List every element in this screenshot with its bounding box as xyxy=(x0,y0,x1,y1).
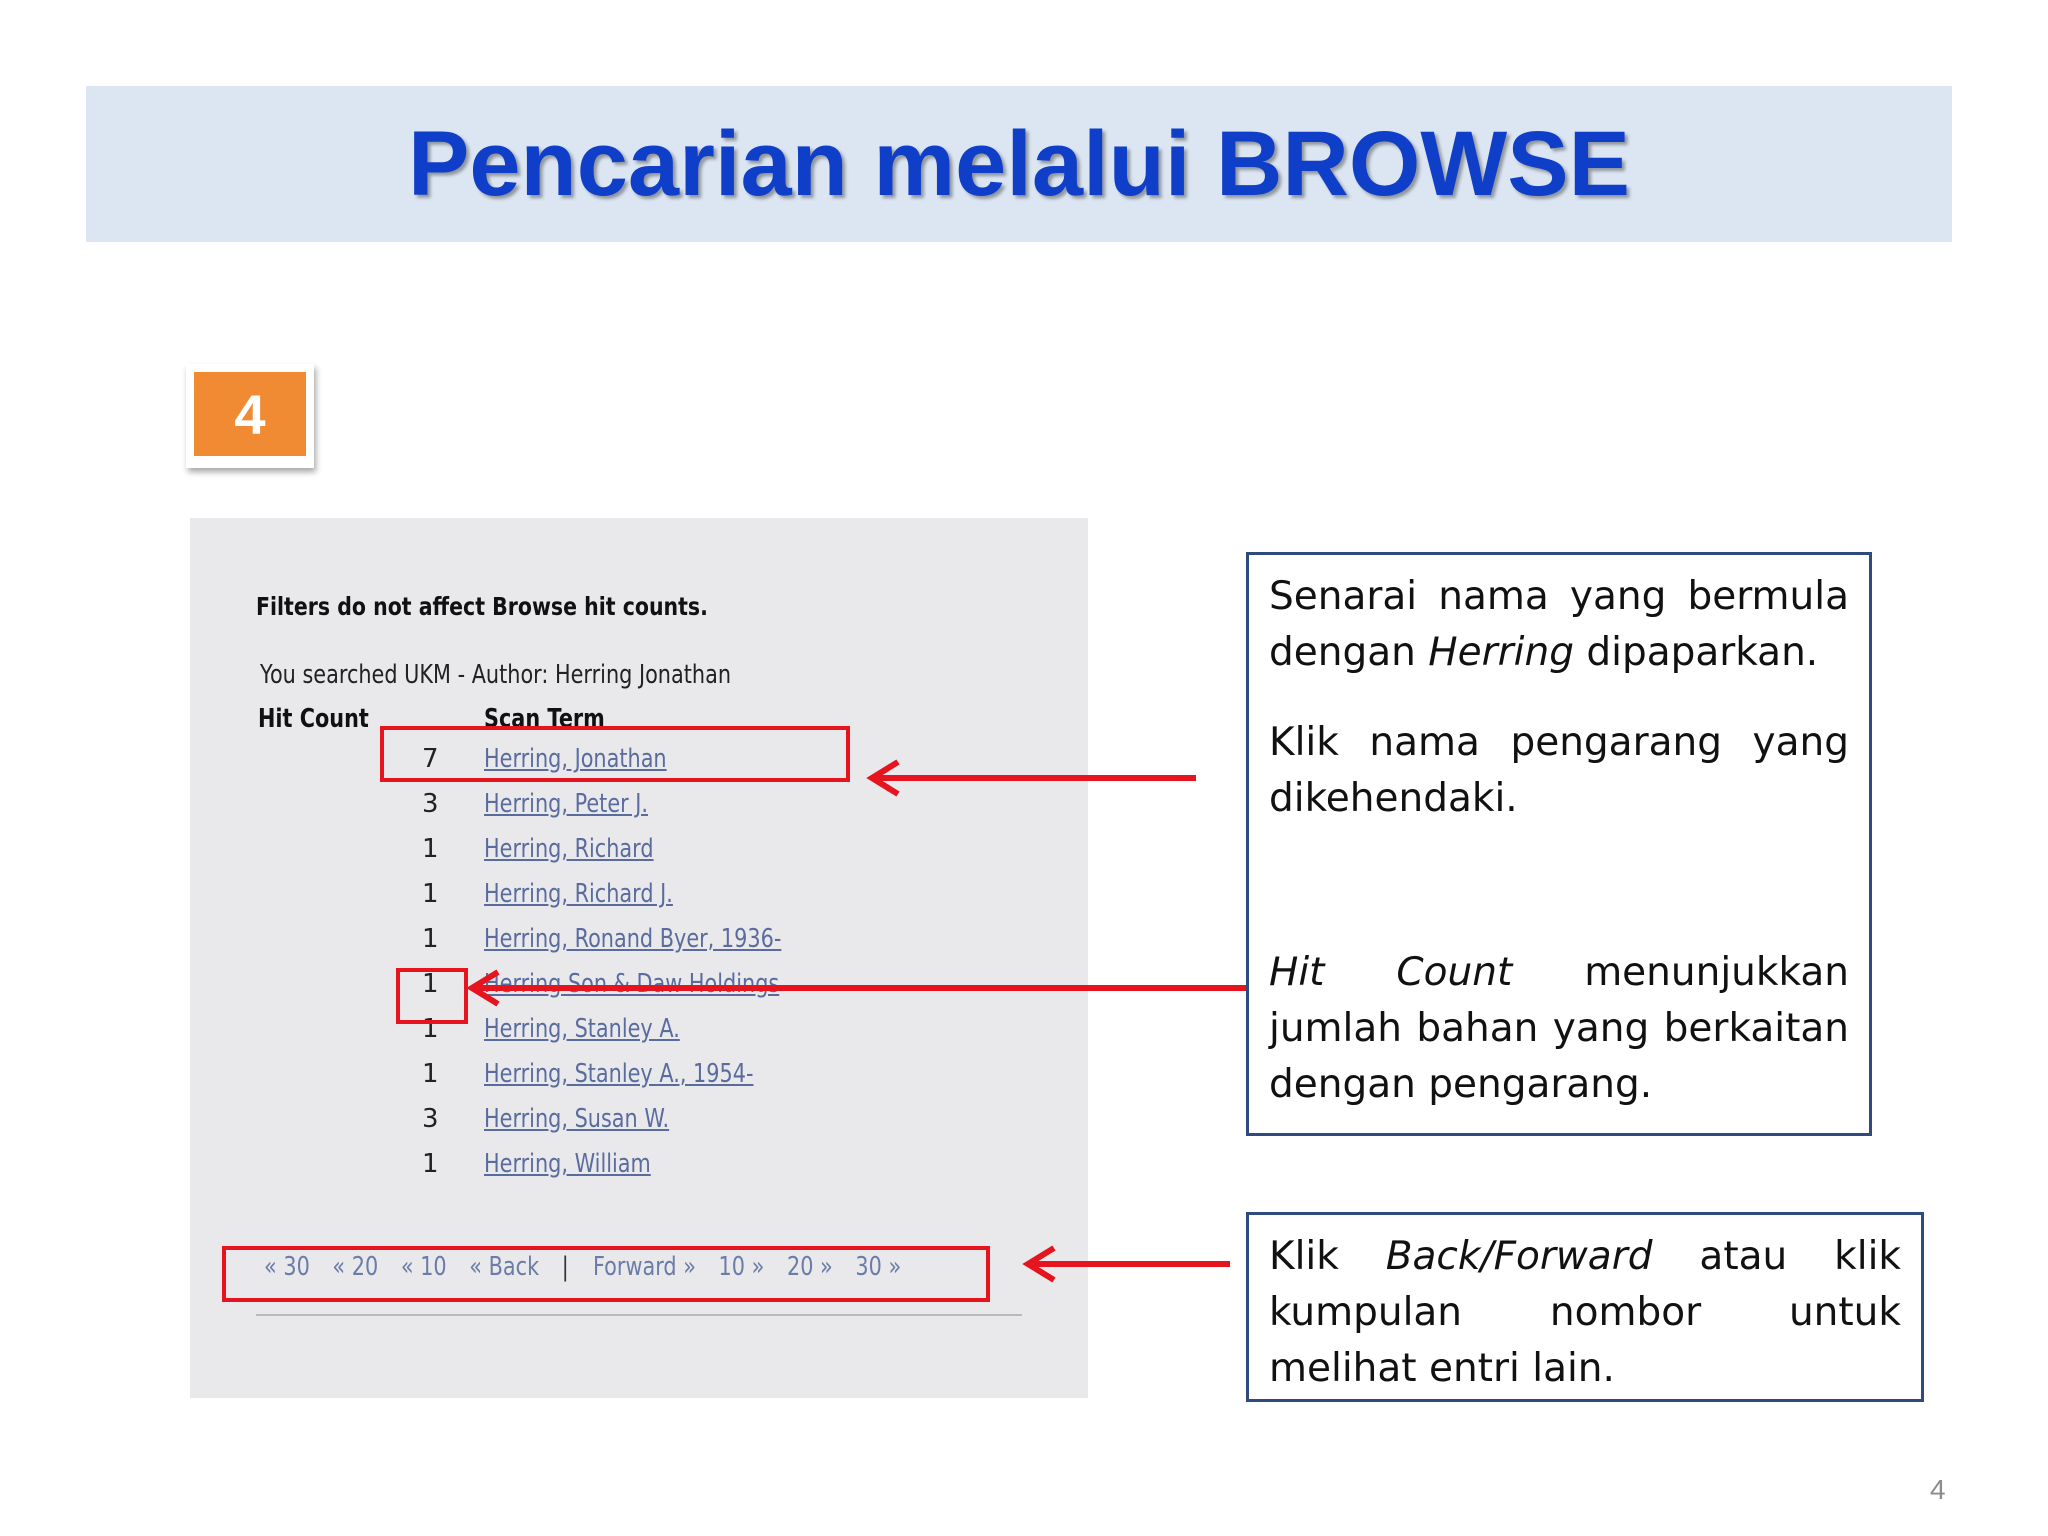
callout-list-explanation xyxy=(1246,552,1872,1136)
panel-divider xyxy=(256,1314,1022,1316)
slide-title: Pencarian melalui BROWSE xyxy=(408,112,1630,215)
table-row xyxy=(190,834,1088,879)
scan-term-link[interactable]: Herring, Stanley A. xyxy=(484,1014,680,1044)
hit-count-header: Hit Count xyxy=(258,704,369,734)
table-row xyxy=(190,1149,1088,1194)
scan-term-link[interactable]: Herring, Ronand Byer, 1936- xyxy=(484,924,782,954)
hit-count: 1 xyxy=(422,879,439,909)
scan-term-link[interactable]: Herring, Peter J. xyxy=(484,789,649,819)
scan-term-link[interactable]: Herring, Richard J. xyxy=(484,879,673,909)
pager-separator: | xyxy=(561,1252,569,1282)
callout-navigation-explanation xyxy=(1246,1212,1924,1402)
highlight-box-hit-count xyxy=(396,968,468,1024)
scan-term-link[interactable]: Herring, William xyxy=(484,1149,651,1179)
scan-term-link[interactable]: Herring Son & Daw Holdings xyxy=(484,969,780,999)
hit-count: 7 xyxy=(422,744,439,774)
hit-count: 1 xyxy=(422,834,439,864)
search-summary: You searched UKM - Author: Herring Jonathan xyxy=(260,660,731,690)
callout-text-hit-count: Hit Count menunjukkan jumlah bahan yang berkaitan dengan pengarang. xyxy=(1269,950,1849,1107)
table-row xyxy=(190,1059,1088,1104)
forward-10-link[interactable]: 10 » xyxy=(718,1252,765,1282)
back-30-link[interactable]: « 30 xyxy=(264,1252,310,1282)
back-10-link[interactable]: « 10 xyxy=(400,1252,447,1282)
back-link[interactable]: « Back xyxy=(469,1252,540,1282)
back-20-link[interactable]: « 20 xyxy=(332,1252,379,1282)
forward-link[interactable]: Forward » xyxy=(592,1252,696,1282)
page-number: 4 xyxy=(1930,1474,1946,1505)
scan-term-header: Scan Term xyxy=(484,704,605,734)
table-row xyxy=(190,969,1088,1014)
scan-term-link[interactable]: Herring, Jonathan xyxy=(484,744,667,774)
table-row xyxy=(190,1104,1088,1149)
step-number: 4 xyxy=(194,372,306,456)
hit-count: 1 xyxy=(422,969,439,999)
highlight-box-pager xyxy=(222,1246,990,1302)
forward-30-link[interactable]: 30 » xyxy=(855,1252,902,1282)
highlight-box-first-result xyxy=(380,726,850,782)
table-row xyxy=(190,924,1088,969)
filters-note: Filters do not affect Browse hit counts. xyxy=(256,592,708,621)
hit-count: 1 xyxy=(422,1059,439,1089)
title-band xyxy=(86,86,1952,242)
step-badge xyxy=(186,364,314,468)
hit-count: 1 xyxy=(422,924,439,954)
hit-count: 1 xyxy=(422,1149,439,1179)
scan-term-link[interactable]: Herring, Richard xyxy=(484,834,654,864)
callout-text-click-name: Klik nama pengarang yang dikehendaki. xyxy=(1269,720,1849,821)
scan-term-link[interactable]: Herring, Susan W. xyxy=(484,1104,670,1134)
hit-count: 3 xyxy=(422,789,439,819)
table-row xyxy=(190,789,1088,834)
callout-text-navigation: Klik Back/Forward atau klik kumpulan nombor untuk melihat entri lain. xyxy=(1269,1234,1901,1391)
hit-count: 1 xyxy=(422,1014,439,1044)
table-row xyxy=(190,879,1088,924)
table-row xyxy=(190,1014,1088,1059)
callout-text-list: Senarai nama yang bermula dengan Herring dipaparkan. xyxy=(1269,574,1849,675)
hit-count: 3 xyxy=(422,1104,439,1134)
forward-20-link[interactable]: 20 » xyxy=(786,1252,833,1282)
scan-term-link[interactable]: Herring, Stanley A., 1954- xyxy=(484,1059,754,1089)
